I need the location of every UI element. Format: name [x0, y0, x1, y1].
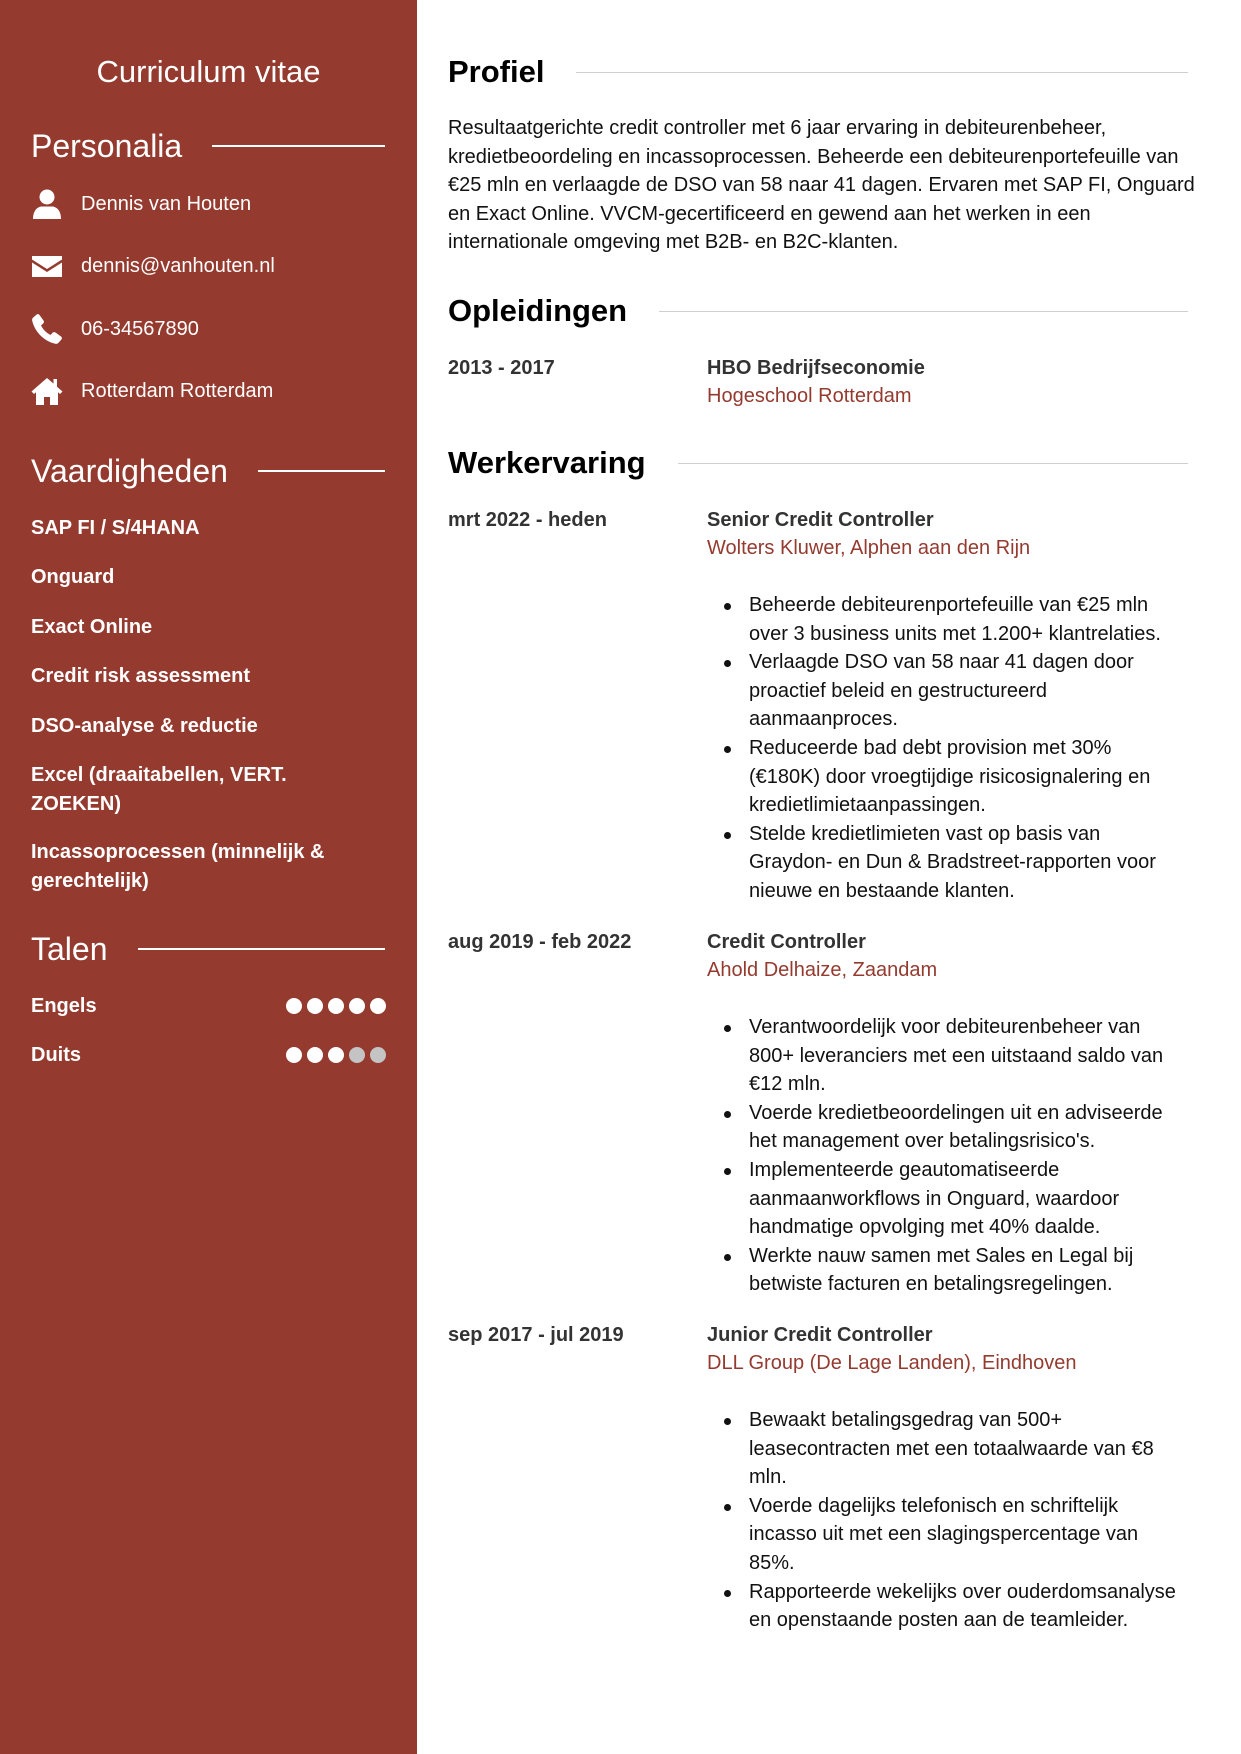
contact-address-row — [30, 371, 273, 411]
bullet-item: Verantwoordelijk voor debiteurenbeheer van 800+ leveranciers met een uitstaand saldo van €12 mln. — [749, 1013, 1187, 1099]
languages-heading-label: Talen — [31, 931, 108, 967]
envelope-icon — [30, 249, 64, 283]
experience-org: Ahold Delhaize, Zaandam — [707, 959, 938, 981]
experience-body — [707, 928, 1187, 1299]
education-heading-label: Opleidingen — [448, 293, 628, 328]
language-level — [286, 1047, 386, 1063]
divider — [576, 72, 1188, 73]
bullet-item: Bewaakt betalingsgedrag van 500+ leasecontracten met een totaalwaarde van €8 mln. — [749, 1406, 1187, 1492]
contact-name-row — [30, 184, 251, 224]
language-row — [31, 1041, 386, 1069]
phone-icon — [30, 312, 64, 346]
profile-text: Resultaatgerichte credit controller met 6 jaar ervaring in debiteurenbeheer, kredietbeoordeling en incassoprocessen. Beheerde een debiteurenportefeuille van €25 mln en verlaagde de DSO van 58 naar 41 dagen. Ervaren met SAP FI, Onguard en Exact Online. VVCM-gecertificeerd en gewend aan het werken in een internationale omgeving met B2B- en B2C-klanten. — [448, 117, 1195, 253]
languages-heading — [31, 929, 385, 969]
profile-heading — [448, 52, 1188, 92]
experience-period: aug 2019 - feb 2022 — [448, 931, 632, 953]
skill-item: SAP FI / S/4HANA — [31, 517, 200, 539]
experience-body — [707, 506, 1187, 906]
cv-title: Curriculum vitae — [96, 54, 321, 89]
level-dot-filled — [328, 1047, 344, 1063]
language-level — [286, 998, 386, 1014]
experience-org: Wolters Kluwer, Alphen aan den Rijn — [707, 537, 1031, 559]
skill-item: Onguard — [31, 566, 115, 588]
divider — [138, 948, 386, 950]
bullet-item: Verlaagde DSO van 58 naar 41 dagen door proactief beleid en gestructureerd aanmaanproces. — [749, 648, 1187, 734]
profile-heading-label: Profiel — [448, 54, 545, 89]
main-content — [417, 0, 1241, 1754]
user-icon — [30, 187, 64, 221]
skill-item: Excel (draaitabellen, VERT. ZOEKEN) — [31, 764, 287, 815]
home-icon — [30, 374, 64, 408]
education-school: Hogeschool Rotterdam — [707, 385, 912, 407]
bullet-item: Werkte nauw samen met Sales en Legal bij betwiste facturen en betalingsregelingen. — [749, 1242, 1187, 1299]
level-dot-filled — [328, 998, 344, 1014]
bullet-item: Reduceerde bad debt provision met 30% (€180K) door vroegtijdige risicosignalering en kredietlimietaanpassingen. — [749, 734, 1187, 820]
experience-bullets — [707, 591, 1187, 906]
experience-period: mrt 2022 - heden — [448, 509, 607, 531]
bullet-item: Stelde kredietlimieten vast op basis van Graydon- en Dun & Bradstreet-rapporten voor nieuwe en bestaande klanten. — [749, 820, 1187, 906]
education-period: 2013 - 2017 — [448, 357, 555, 379]
divider — [678, 463, 1188, 464]
experience-body — [707, 1321, 1187, 1635]
level-dot-filled — [286, 1047, 302, 1063]
skill-item: Credit risk assessment — [31, 665, 251, 687]
contact-phone-row — [30, 309, 199, 349]
level-dot-empty — [370, 1047, 386, 1063]
language-name: Engels — [31, 995, 97, 1017]
skills-heading — [31, 451, 385, 491]
contact-name: Dennis van Houten — [81, 193, 252, 215]
experience-bullets — [707, 1406, 1187, 1635]
sidebar — [0, 0, 417, 1754]
skill-item: Incassoprocessen (minnelijk & gerechtelijk) — [31, 841, 325, 892]
bullet-item: Voerde dagelijks telefonisch en schriftelijk incasso uit met een slagingspercentage van 85%. — [749, 1492, 1187, 1578]
bullet-item: Implementeerde geautomatiseerde aanmaanworkflows in Onguard, waardoor handmatige opvolging met 40% daalde. — [749, 1156, 1187, 1242]
skill-item: DSO-analyse & reductie — [31, 715, 258, 737]
bullet-item: Beheerde debiteurenportefeuille van €25 mln over 3 business units met 1.200+ klantrelaties. — [749, 591, 1187, 648]
language-row — [31, 992, 386, 1020]
personalia-heading-label: Personalia — [31, 128, 183, 164]
experience-role: Senior Credit Controller — [707, 509, 934, 531]
contact-phone[interactable]: 06-34567890 — [81, 318, 199, 340]
divider — [659, 311, 1188, 312]
divider — [212, 145, 385, 147]
level-dot-filled — [307, 998, 323, 1014]
contact-address: Rotterdam Rotterdam — [81, 380, 274, 402]
bullet-item: Voerde kredietbeoordelingen uit en adviseerde het management over betalingsrisico's. — [749, 1099, 1187, 1156]
level-dot-filled — [349, 998, 365, 1014]
experience-org: DLL Group (De Lage Landen), Eindhoven — [707, 1352, 1077, 1374]
education-degree: HBO Bedrijfseconomie — [707, 357, 925, 379]
skill-item: Exact Online — [31, 616, 153, 638]
level-dot-filled — [286, 998, 302, 1014]
personalia-heading — [31, 126, 385, 166]
language-name: Duits — [31, 1044, 81, 1066]
experience-role: Credit Controller — [707, 931, 866, 953]
experience-heading-label: Werkervaring — [448, 445, 646, 480]
experience-bullets — [707, 1013, 1187, 1299]
education-heading — [448, 291, 1188, 331]
skills-heading-label: Vaardigheden — [31, 453, 228, 489]
contact-email-row — [30, 246, 275, 286]
divider — [258, 470, 385, 472]
bullet-item: Rapporteerde wekelijks over ouderdomsanalyse en openstaande posten aan de teamleider. — [749, 1578, 1187, 1635]
contact-email[interactable]: dennis@vanhouten.nl — [81, 255, 275, 277]
level-dot-filled — [370, 998, 386, 1014]
level-dot-empty — [349, 1047, 365, 1063]
experience-role: Junior Credit Controller — [707, 1324, 933, 1346]
experience-period: sep 2017 - jul 2019 — [448, 1324, 624, 1346]
experience-heading — [448, 443, 1188, 483]
education-body — [707, 354, 1187, 411]
level-dot-filled — [307, 1047, 323, 1063]
